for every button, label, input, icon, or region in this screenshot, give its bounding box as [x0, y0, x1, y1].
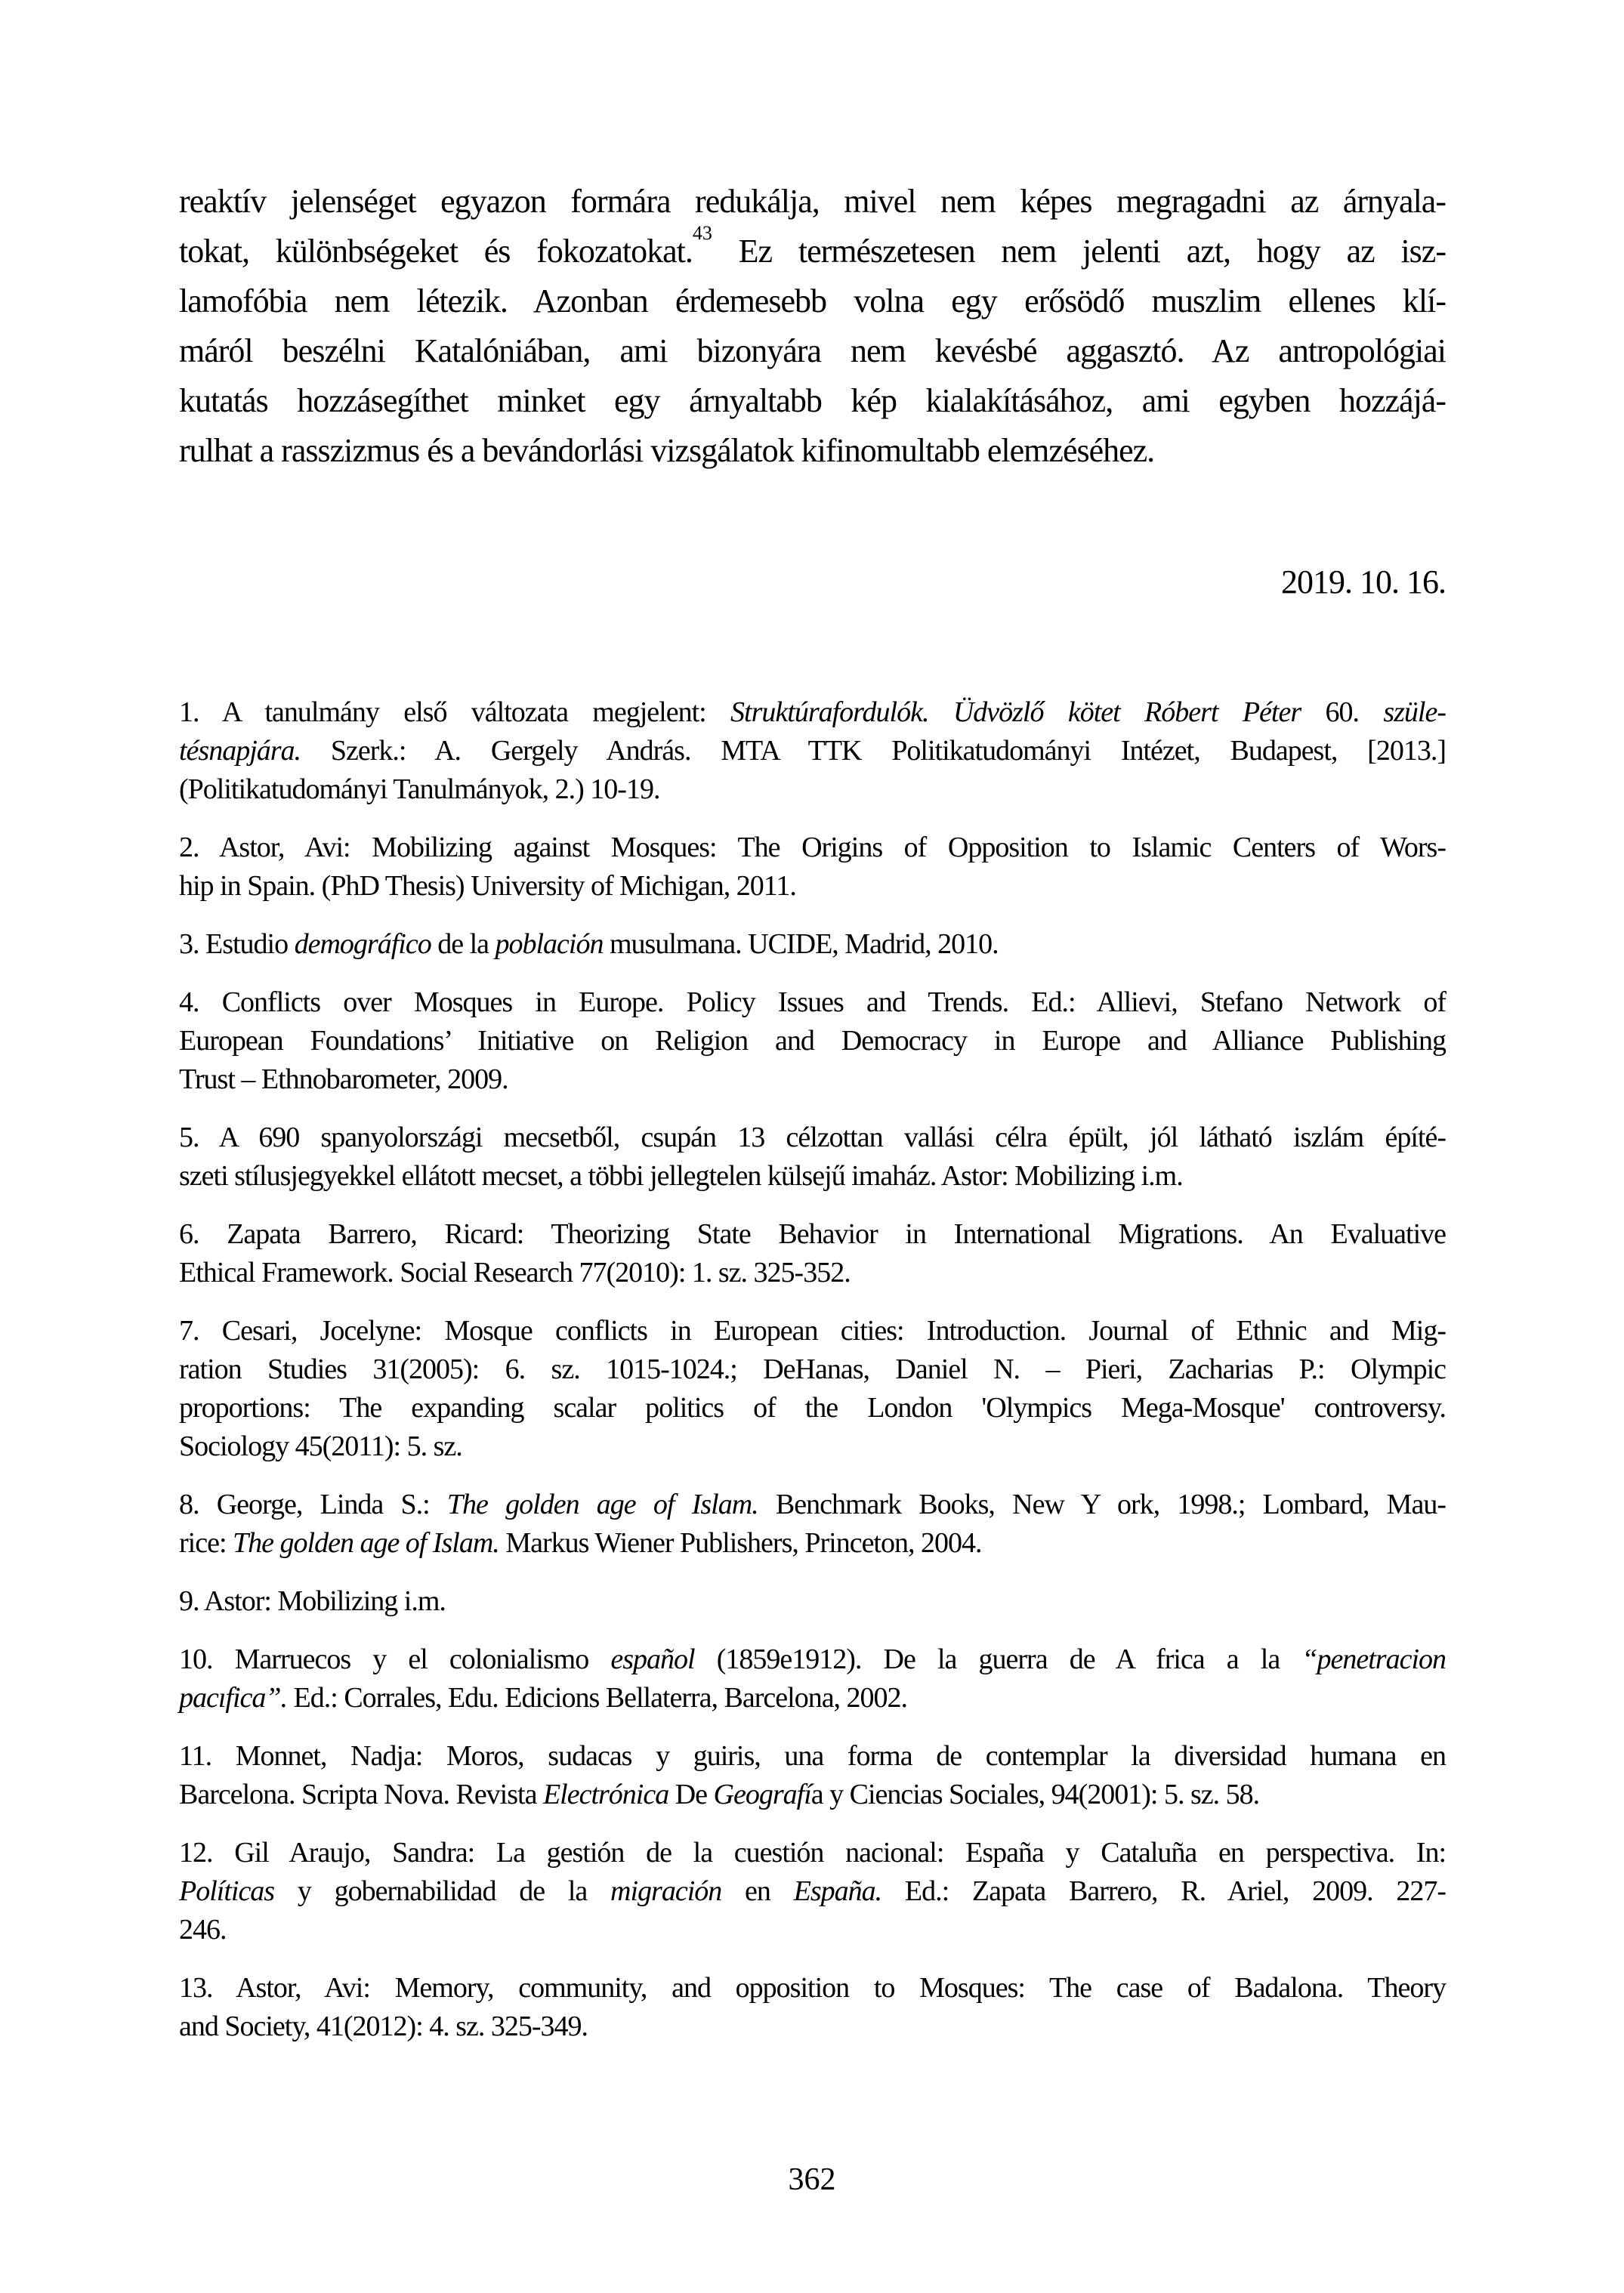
text-run: Sociology 45(2011): 5. sz. — [179, 1430, 462, 1462]
text-run: rice: — [179, 1527, 233, 1559]
footnote-line — [179, 1969, 1446, 2008]
text-run: Ed.: Corrales, Edu. Edicions Bellaterra, Barcelona, 2002. — [287, 1682, 908, 1714]
text-run: Benchmark Books, New Y ork, 1998.; Lombard, Mau- — [758, 1489, 1446, 1520]
text-run: 4. Conflicts over Mosques in Europe. Policy Issues and Trends. Ed.: Allievi, Stefano Network of — [179, 986, 1446, 1018]
footnote-item-2 — [179, 829, 1446, 906]
text-run: 2. Astor, Avi: Mobilizing against Mosques: The Origins of Opposition to Islamic Centers of Wors- — [179, 832, 1446, 863]
text-run: 246. — [179, 1914, 227, 1946]
italic-run: Electrónica — [542, 1779, 669, 1810]
italic-run: The golden age of Islam. — [233, 1527, 499, 1559]
footnote-line — [179, 1157, 1446, 1196]
italic-run: Geografí — [713, 1779, 811, 1810]
italic-run: migración — [610, 1875, 722, 1907]
text-run: and Society, 41(2012): 4. sz. 325-349. — [179, 2011, 588, 2042]
text-run: Ez természetesen nem jelenti azt, hogy az isz- — [712, 233, 1446, 270]
footnote-line — [179, 693, 1446, 732]
paragraph-line — [179, 376, 1446, 426]
text-run: de la — [431, 928, 496, 960]
italic-run: tésnapjára. — [179, 735, 301, 767]
text-run: 8. George, Linda S.: — [179, 1489, 447, 1520]
footnote-line — [179, 1427, 1446, 1466]
italic-run: demográfico — [294, 928, 431, 960]
footnote-line — [179, 1640, 1446, 1679]
italic-run: Struktúrafordulók. Üdvözlő kötet Róbert Péter — [730, 696, 1301, 728]
text-run: 10. Marruecos y el colonialismo — [179, 1643, 611, 1675]
footnote-line — [179, 829, 1446, 867]
footnote-ref-43: 43 — [692, 222, 712, 245]
text-run: 13. Astor, Avi: Memory, community, and opposition to Mosques: The case of Badalona. Theory — [179, 1972, 1446, 2004]
footnote-item-1 — [179, 693, 1446, 809]
body-paragraph — [179, 177, 1446, 476]
italic-run: español — [610, 1643, 695, 1675]
paragraph-line — [179, 426, 1446, 476]
footnote-line — [179, 1834, 1446, 1872]
text-run: Markus Wiener Publishers, Princeton, 2004. — [499, 1527, 982, 1559]
footnote-line — [179, 925, 1446, 964]
text-run: Szerk.: A. Gergely András. MTA TTK Politikatudományi Intézet, Budapest, [2013.] — [301, 735, 1446, 767]
footnote-item-5 — [179, 1119, 1446, 1196]
footnote-item-8 — [179, 1486, 1446, 1563]
footnote-line — [179, 1060, 1446, 1099]
footnote-item-7 — [179, 1312, 1446, 1466]
footnote-item-10 — [179, 1640, 1446, 1717]
footnote-line — [179, 1119, 1446, 1157]
footnote-line — [179, 1254, 1446, 1292]
footnote-item-11 — [179, 1737, 1446, 1814]
text-run: 1. A tanulmány első változata megjelent: — [179, 696, 731, 728]
paragraph-line — [179, 222, 1446, 276]
text-run: 7. Cesari, Jocelyne: Mosque conflicts in European cities: Introduction. Journal of Ethnic and Mig- — [179, 1315, 1446, 1347]
footnote-item-3 — [179, 925, 1446, 964]
footnote-line — [179, 1215, 1446, 1254]
footnote-line — [179, 1679, 1446, 1717]
text-run: 9. Astor: Mobilizing i.m. — [179, 1585, 446, 1617]
footnote-line — [179, 867, 1446, 906]
footnote-line — [179, 1737, 1446, 1776]
text-run: lamofóbia nem létezik. Azonban érdemesebb volna egy erősödő muszlim ellenes klí- — [179, 282, 1446, 319]
text-run: kutatás hozzásegíthet minket egy árnyaltabb kép kialakításához, ami egyben hozzájá- — [179, 382, 1446, 419]
footnotes-section — [179, 693, 1446, 2066]
text-run: musulmana. UCIDE, Madrid, 2010. — [603, 928, 999, 960]
text-run: (1859e1912). De la guerra de A frica a la — [694, 1643, 1302, 1675]
footnote-line — [179, 1486, 1446, 1524]
footnote-line — [179, 1911, 1446, 1949]
text-run: szeti stílusjegyekkel ellátott mecset, a többi jellegtelen külsejű imaház. Astor: Mobilizing i.m. — [179, 1160, 1183, 1192]
footnote-item-4 — [179, 983, 1446, 1099]
italic-run: The golden age of Islam. — [446, 1489, 758, 1520]
footnote-line — [179, 1350, 1446, 1389]
text-run: 6. Zapata Barrero, Ricard: Theorizing State Behavior in International Migrations. An Evaluative — [179, 1218, 1446, 1250]
footnote-item-6 — [179, 1215, 1446, 1292]
text-run: y gobernabilidad de la — [274, 1875, 611, 1907]
footnote-line — [179, 1776, 1446, 1814]
italic-run: población — [495, 928, 604, 960]
paragraph-line — [179, 326, 1446, 376]
footnote-line — [179, 1524, 1446, 1563]
text-run: a y Ciencias Sociales, 94(2001): 5. sz. 58. — [810, 1779, 1260, 1810]
italic-run: szüle- — [1383, 696, 1446, 728]
footnote-item-9 — [179, 1582, 1446, 1621]
footnote-line — [179, 1872, 1446, 1911]
text-run: reaktív jelenséget egyazon formára redukálja, mivel nem képes megragadni az árnyala- — [179, 183, 1446, 220]
footnote-line — [179, 983, 1446, 1022]
text-run: hip in Spain. (PhD Thesis) University of Michigan, 2011. — [179, 870, 796, 902]
italic-run: “penetracion — [1301, 1643, 1446, 1675]
footnote-line — [179, 1389, 1446, 1427]
text-run: Barcelona. Scripta Nova. Revista — [179, 1779, 543, 1810]
footnote-line — [179, 1022, 1446, 1060]
text-run: De — [668, 1779, 714, 1810]
text-run: tokat, különbségeket és fokozatokat. — [179, 233, 693, 270]
footnote-line — [179, 732, 1446, 770]
text-run: Ethical Framework. Social Research 77(2010): 1. sz. 325-352. — [179, 1257, 851, 1288]
footnote-line — [179, 770, 1446, 809]
italic-run: Políticas — [179, 1875, 275, 1907]
text-run: Ed.: Zapata Barrero, R. Ariel, 2009. 227- — [881, 1875, 1446, 1907]
paragraph-line — [179, 177, 1446, 227]
footnote-line — [179, 2008, 1446, 2046]
italic-run: pacıfica”. — [179, 1682, 288, 1714]
italic-run: España. — [793, 1875, 882, 1907]
text-run: European Foundations’ Initiative on Religion and Democracy in Europe and Alliance Publishing — [179, 1025, 1446, 1057]
text-run: ration Studies 31(2005): 6. sz. 1015-1024.; DeHanas, Daniel N. – Pieri, Zacharias P.: Olympic — [179, 1353, 1446, 1385]
text-run: proportions: The expanding scalar politics of the London 'Olympics Mega-Mosque' controversy. — [179, 1392, 1446, 1424]
paragraph-line — [179, 276, 1446, 326]
footnote-item-12 — [179, 1834, 1446, 1949]
page-number: 362 — [788, 2162, 836, 2197]
footnote-line — [179, 1312, 1446, 1350]
text-run: Trust – Ethnobarometer, 2009. — [179, 1063, 508, 1095]
text-run: 5. A 690 spanyolországi mecsetből, csupán 13 célzottan vallási célra épült, jól látható iszlám építé- — [179, 1122, 1446, 1153]
text-run: 60. — [1301, 696, 1384, 728]
text-run: (Politikatudományi Tanulmányok, 2.) 10-19. — [179, 773, 660, 805]
footnote-item-13 — [179, 1969, 1446, 2046]
text-run: 11. Monnet, Nadja: Moros, sudacas y guiris, una forma de contemplar la diversidad humana en — [179, 1740, 1446, 1772]
text-run: 3. Estudio — [179, 928, 295, 960]
text-run: 12. Gil Araujo, Sandra: La gestión de la cuestión nacional: España y Cataluña en perspectiva. In: — [179, 1837, 1446, 1869]
text-run: rulhat a rasszizmus és a bevándorlási vizsgálatok kifinomultabb elemzéséhez. — [179, 432, 1155, 469]
text-run: máról beszélni Katalóniában, ami bizonyára nem kevésbé aggasztó. Az antropológiai — [179, 332, 1446, 369]
date: 2019. 10. 16. — [1281, 563, 1446, 600]
text-run: en — [721, 1875, 794, 1907]
footnote-line — [179, 1582, 1446, 1621]
